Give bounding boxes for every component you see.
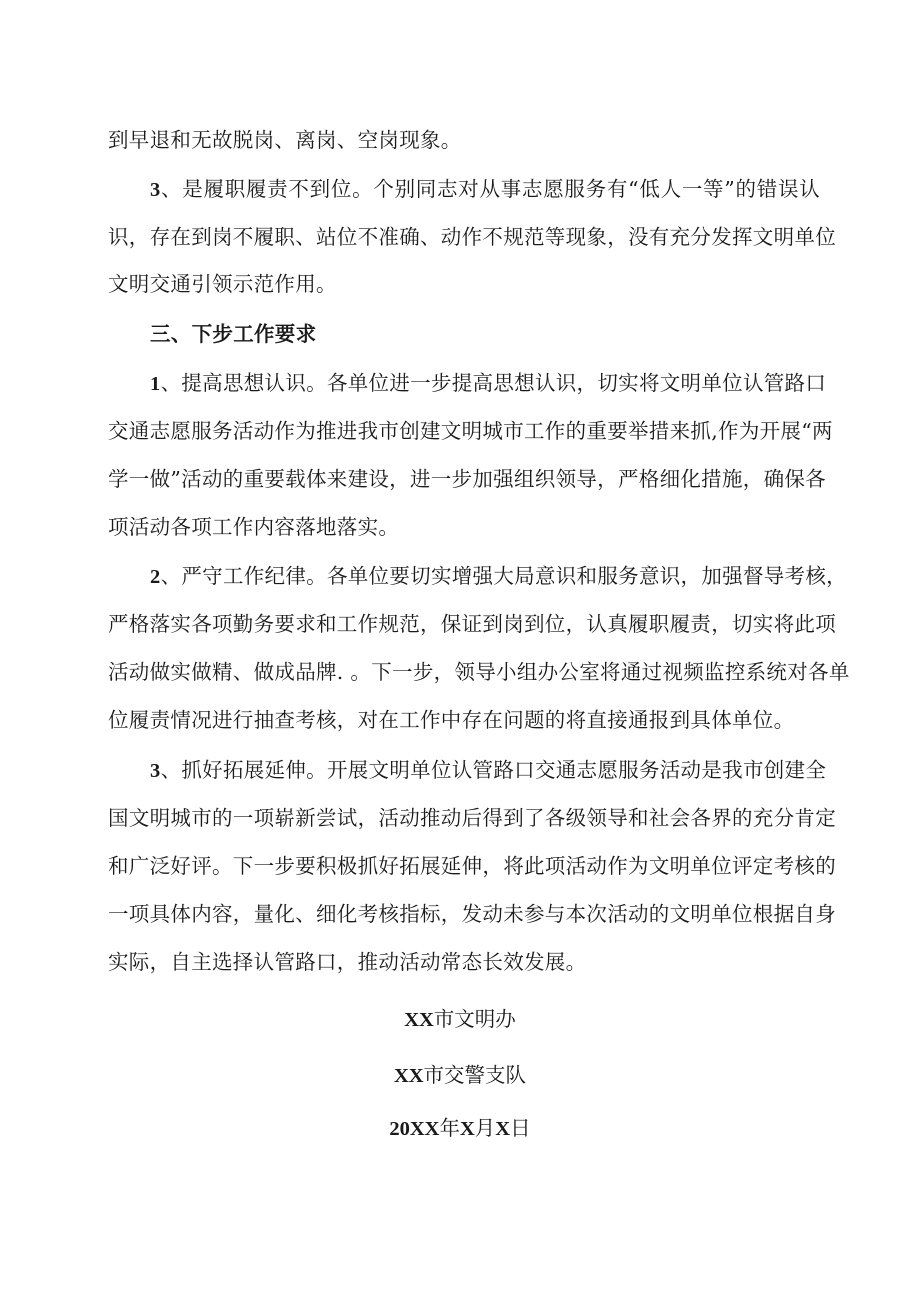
paragraph-item-3b-line-3: 和广泛好评。下一步要积极抓好拓展延伸，将此项活动作为文明单位评定考核的: [108, 854, 836, 878]
paragraph-text: 、是履职履责不到位。个别同志对从事志愿服务有“低人一等”的错误认: [160, 177, 820, 201]
signature-org-2: [0, 1060, 920, 1091]
paragraph-item-1-line-1: [150, 368, 827, 399]
paragraph-item-2-line-2: 严格落实各项勤务要求和工作规范，保证到岗到位，认真履职履责，切实将此项: [108, 612, 836, 636]
paragraph-item-1-line-2: 交通志愿服务活动作为推进我市创建文明城市工作的重要举措来抓,作为开展“两: [108, 419, 833, 443]
org-prefix: XX: [404, 1009, 434, 1031]
paragraph-item-2-line-4: 位履责情况进行抽查考核，对在工作中存在问题的将直接通报到具体单位。: [108, 708, 795, 732]
item-number: 2: [150, 566, 161, 588]
date-year: 20XX: [389, 1118, 440, 1140]
paragraph-item-3b-line-2: 国文明城市的一项崭新尝试，活动推动后得到了各级领导和社会各界的充分肯定: [108, 806, 836, 830]
paragraph-item-1-line-4: 项活动各项工作内容落地落实。: [108, 515, 400, 539]
date-day-char: 日: [510, 1116, 531, 1140]
paragraph-text: 、严守工作纪律。各单位要切实增强大局意识和服务意识，加强督导考核，: [160, 564, 847, 588]
org-prefix: XX: [393, 1065, 424, 1087]
signature-org-1: [0, 1004, 920, 1035]
date-year-char: 年: [439, 1116, 460, 1140]
paragraph-item-3-line-2: 识，存在到岗不履职、站位不准确、动作不规范等现象，没有充分发挥文明单位: [108, 225, 836, 249]
paragraph-item-3b-line-1: [150, 755, 827, 786]
signature-date: [0, 1113, 920, 1144]
item-number: 3: [150, 179, 161, 201]
paragraph-continuation-line: 到早退和无故脱岗、离岗、空岗现象。: [108, 128, 462, 152]
date-month-char: 月: [474, 1116, 496, 1140]
paragraph-item-2-line-3: 活动做实做精、做成品牌. 。下一步，领导小组办公室将通过视频监控系统对各单: [108, 660, 850, 684]
paragraph-item-3-line-3: 文明交通引领示范作用。: [108, 272, 337, 296]
section-heading: 三、下步工作要求: [150, 322, 317, 346]
paragraph-item-3b-line-4: 一项具体内容，量化、细化考核指标，发动未参与本次活动的文明单位根据自身: [108, 902, 836, 926]
org-name: 市交警支队: [423, 1063, 527, 1087]
date-month: X: [459, 1118, 475, 1140]
item-number: 1: [150, 373, 161, 395]
paragraph-item-2-line-1: [150, 561, 847, 592]
paragraph-item-3-line-1: [150, 174, 820, 205]
org-name: 市文明办: [433, 1007, 516, 1031]
paragraph-item-3b-line-5: 实际，自主选择认管路口，推动活动常态长效发展。: [108, 950, 587, 974]
paragraph-text: 、提高思想认识。各单位进一步提高思想认识，切实将文明单位认管路口: [160, 371, 827, 395]
paragraph-item-1-line-3: 学一做”活动的重要载体来建设，进一步加强组织领导，严格细化措施，确保各: [108, 467, 826, 491]
item-number: 3: [150, 760, 161, 782]
paragraph-text: 、抓好拓展延伸。开展文明单位认管路口交通志愿服务活动是我市创建全: [160, 758, 827, 782]
date-day: X: [495, 1118, 511, 1140]
